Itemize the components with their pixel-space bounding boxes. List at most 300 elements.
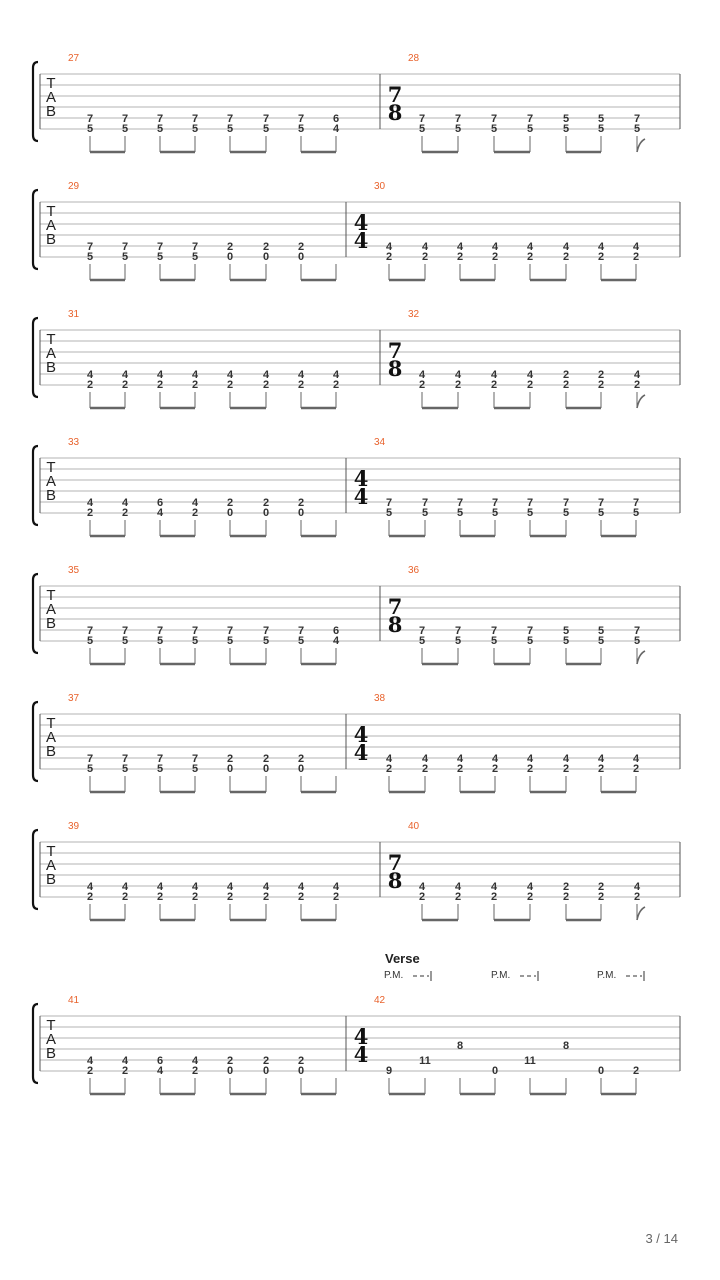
note-flag <box>637 139 645 152</box>
fret-number: 6 <box>332 625 340 637</box>
tab-clef-letter: A <box>45 857 57 874</box>
tab-clef-letter: B <box>45 231 57 248</box>
fret-number: 5 <box>86 635 94 647</box>
tab-clef-letter: A <box>45 473 57 490</box>
fret-number: 2 <box>385 251 393 263</box>
fret-number: 4 <box>156 1065 164 1077</box>
fret-number: 5 <box>562 113 570 125</box>
fret-number: 5 <box>156 763 164 775</box>
fret-number: 4 <box>262 881 270 893</box>
fret-number: 2 <box>191 891 199 903</box>
fret-number: 4 <box>597 753 605 765</box>
fret-number: 2 <box>418 379 426 391</box>
time-signature-top: 7 <box>387 338 403 363</box>
fret-number: 7 <box>86 113 94 125</box>
fret-number: 4 <box>562 753 570 765</box>
fret-number: 2 <box>454 379 462 391</box>
tab-system <box>33 693 680 792</box>
system-bracket <box>33 190 38 269</box>
fret-number: 4 <box>332 881 340 893</box>
fret-number: 2 <box>297 891 305 903</box>
fret-number: 0 <box>226 763 234 775</box>
fret-number: 7 <box>121 625 129 637</box>
fret-number: 4 <box>297 881 305 893</box>
fret-number: 2 <box>297 379 305 391</box>
time-signature-bottom: 8 <box>387 100 403 125</box>
fret-number: 5 <box>490 123 498 135</box>
fret-number: 2 <box>491 763 499 775</box>
fret-number: 2 <box>86 891 94 903</box>
fret-number: 2 <box>562 369 570 381</box>
fret-number: 2 <box>385 763 393 775</box>
fret-number: 7 <box>562 497 570 509</box>
fret-number: 7 <box>421 497 429 509</box>
fret-number: 7 <box>632 497 640 509</box>
fret-number: 11 <box>524 1055 536 1067</box>
fret-number: 2 <box>491 251 499 263</box>
fret-number: 7 <box>191 753 199 765</box>
fret-number: 5 <box>597 635 605 647</box>
time-signature-bottom: 8 <box>387 356 403 381</box>
tab-clef-letter: A <box>45 729 57 746</box>
fret-number: 4 <box>490 369 498 381</box>
fret-number: 4 <box>86 497 94 509</box>
fret-number: 4 <box>86 369 94 381</box>
fret-number: 4 <box>156 369 164 381</box>
fret-number: 5 <box>191 635 199 647</box>
note-flag <box>637 907 645 920</box>
fret-number: 7 <box>121 241 129 253</box>
fret-number: 2 <box>262 753 270 765</box>
fret-number: 5 <box>418 123 426 135</box>
tab-clef-letter: T <box>46 459 56 476</box>
fret-number: 5 <box>297 635 305 647</box>
fret-number: 4 <box>456 241 464 253</box>
fret-number: 2 <box>332 891 340 903</box>
fret-number: 2 <box>633 379 641 391</box>
fret-number: 4 <box>121 497 129 509</box>
measure-number: 33 <box>68 437 80 448</box>
fret-number: 0 <box>262 251 270 263</box>
fret-number: 2 <box>191 507 199 519</box>
fret-number: 5 <box>597 625 605 637</box>
fret-number: 4 <box>86 1055 94 1067</box>
fret-number: 2 <box>262 497 270 509</box>
measure-number: 40 <box>408 821 420 832</box>
time-signature-top: 4 <box>353 722 369 747</box>
fret-number: 2 <box>156 891 164 903</box>
fret-number: 2 <box>597 891 605 903</box>
fret-number: 5 <box>421 507 429 519</box>
fret-number: 2 <box>226 1055 234 1067</box>
tab-clef-letter: T <box>46 1017 56 1034</box>
fret-number: 0 <box>262 507 270 519</box>
fret-number: 7 <box>86 625 94 637</box>
fret-number: 2 <box>226 379 234 391</box>
fret-number: 7 <box>191 625 199 637</box>
tab-system <box>33 565 680 664</box>
fret-number: 2 <box>526 379 534 391</box>
fret-number: 7 <box>86 753 94 765</box>
fret-number: 6 <box>156 1055 164 1067</box>
fret-number: 4 <box>191 369 199 381</box>
measure-number: 27 <box>68 53 80 64</box>
measure-number: 29 <box>68 181 80 192</box>
fret-number: 4 <box>633 369 641 381</box>
system-bracket <box>33 318 38 397</box>
measure-number: 28 <box>408 53 420 64</box>
fret-number: 2 <box>421 251 429 263</box>
fret-number: 2 <box>562 891 570 903</box>
fret-number: 4 <box>332 369 340 381</box>
fret-number: 5 <box>491 507 499 519</box>
tab-system <box>33 181 680 280</box>
fret-number: 2 <box>121 379 129 391</box>
fret-number: 7 <box>86 241 94 253</box>
fret-number: 0 <box>262 1065 270 1077</box>
fret-number: 2 <box>562 881 570 893</box>
fret-number: 2 <box>597 251 605 263</box>
measure-number: 37 <box>68 693 80 704</box>
fret-number: 2 <box>226 497 234 509</box>
fret-number: 7 <box>262 625 270 637</box>
fret-number: 5 <box>86 763 94 775</box>
fret-number: 7 <box>491 497 499 509</box>
fret-number: 2 <box>86 379 94 391</box>
fret-number: 7 <box>456 497 464 509</box>
tab-system <box>33 437 680 536</box>
fret-number: 2 <box>632 1065 640 1077</box>
fret-number: 0 <box>262 763 270 775</box>
system-bracket <box>33 1004 38 1083</box>
fret-number: 7 <box>633 625 641 637</box>
time-signature-bottom: 4 <box>353 484 369 509</box>
time-signature-top: 7 <box>387 82 403 107</box>
tab-clef-letter: B <box>45 359 57 376</box>
system-bracket <box>33 702 38 781</box>
fret-number: 0 <box>297 1065 305 1077</box>
fret-number: 5 <box>121 251 129 263</box>
tab-clef-letter: T <box>46 75 56 92</box>
fret-number: 2 <box>226 241 234 253</box>
fret-number: 2 <box>526 251 534 263</box>
fret-number: 5 <box>562 507 570 519</box>
fret-number: 2 <box>562 379 570 391</box>
fret-number: 2 <box>633 891 641 903</box>
fret-number: 5 <box>562 625 570 637</box>
fret-number: 4 <box>418 881 426 893</box>
tab-clef-letter: B <box>45 615 57 632</box>
palm-mute-label: P.M. <box>491 970 511 981</box>
fret-number: 4 <box>297 369 305 381</box>
fret-number: 7 <box>121 113 129 125</box>
fret-number: 7 <box>226 625 234 637</box>
time-signature-top: 4 <box>353 210 369 235</box>
fret-number: 7 <box>156 625 164 637</box>
fret-number: 6 <box>332 113 340 125</box>
fret-number: 2 <box>526 763 534 775</box>
fret-number: 5 <box>156 123 164 135</box>
tab-system <box>33 995 680 1094</box>
time-signature-bottom: 4 <box>353 740 369 765</box>
fret-number: 5 <box>597 507 605 519</box>
fret-number: 0 <box>226 1065 234 1077</box>
tab-clef-letter: A <box>45 1031 57 1048</box>
fret-number: 2 <box>597 369 605 381</box>
fret-number: 7 <box>418 625 426 637</box>
fret-number: 4 <box>262 369 270 381</box>
fret-number: 2 <box>562 251 570 263</box>
time-signature-top: 4 <box>353 1024 369 1049</box>
fret-number: 4 <box>562 241 570 253</box>
fret-number: 2 <box>632 763 640 775</box>
measure-number: 34 <box>374 437 386 448</box>
fret-number: 5 <box>562 123 570 135</box>
fret-number: 7 <box>156 241 164 253</box>
fret-number: 4 <box>490 881 498 893</box>
fret-number: 9 <box>385 1065 393 1077</box>
fret-number: 2 <box>421 763 429 775</box>
fret-number: 2 <box>297 1055 305 1067</box>
fret-number: 4 <box>226 881 234 893</box>
fret-number: 2 <box>454 891 462 903</box>
tab-clef-letter: B <box>45 1045 57 1062</box>
fret-number: 7 <box>526 497 534 509</box>
measure-number: 42 <box>374 995 386 1006</box>
tab-system <box>33 821 680 920</box>
fret-number: 4 <box>454 881 462 893</box>
fret-number: 7 <box>526 113 534 125</box>
fret-number: 2 <box>456 251 464 263</box>
fret-number: 5 <box>385 507 393 519</box>
fret-number: 4 <box>456 753 464 765</box>
tab-clef-letter: A <box>45 601 57 618</box>
fret-number: 2 <box>490 891 498 903</box>
fret-number: 4 <box>121 1055 129 1067</box>
tab-clef-letter: B <box>45 743 57 760</box>
fret-number: 5 <box>562 635 570 647</box>
fret-number: 7 <box>191 113 199 125</box>
measure-number: 30 <box>374 181 386 192</box>
fret-number: 2 <box>226 753 234 765</box>
fret-number: 4 <box>632 241 640 253</box>
fret-number: 4 <box>526 753 534 765</box>
tab-clef-letter: A <box>45 89 57 106</box>
time-signature-bottom: 8 <box>387 612 403 637</box>
fret-number: 5 <box>121 763 129 775</box>
fret-number: 0 <box>297 251 305 263</box>
fret-number: 0 <box>597 1065 605 1077</box>
fret-number: 2 <box>526 891 534 903</box>
page-number: 3 / 14 <box>645 1231 678 1246</box>
fret-number: 4 <box>526 881 534 893</box>
fret-number: 4 <box>526 241 534 253</box>
fret-number: 5 <box>633 123 641 135</box>
fret-number: 5 <box>526 635 534 647</box>
fret-number: 5 <box>490 635 498 647</box>
fret-number: 5 <box>526 123 534 135</box>
section-label: Verse <box>385 951 420 966</box>
fret-number: 5 <box>633 635 641 647</box>
fret-number: 4 <box>191 1055 199 1067</box>
time-signature-top: 7 <box>387 594 403 619</box>
fret-number: 4 <box>156 881 164 893</box>
fret-number: 5 <box>86 251 94 263</box>
fret-number: 7 <box>191 241 199 253</box>
fret-number: 7 <box>297 113 305 125</box>
fret-number: 7 <box>226 113 234 125</box>
fret-number: 5 <box>454 635 462 647</box>
fret-number: 5 <box>191 123 199 135</box>
palm-mute-label: P.M. <box>384 970 404 981</box>
fret-number: 5 <box>526 507 534 519</box>
fret-number: 7 <box>418 113 426 125</box>
tab-clef-letter: T <box>46 587 56 604</box>
fret-number: 11 <box>419 1055 431 1067</box>
fret-number: 4 <box>454 369 462 381</box>
fret-number: 5 <box>632 507 640 519</box>
tab-clef-letter: T <box>46 203 56 220</box>
time-signature-top: 4 <box>353 466 369 491</box>
fret-number: 5 <box>86 123 94 135</box>
fret-number: 7 <box>454 625 462 637</box>
system-bracket <box>33 830 38 909</box>
fret-number: 7 <box>490 625 498 637</box>
fret-number: 7 <box>490 113 498 125</box>
fret-number: 4 <box>121 881 129 893</box>
fret-number: 5 <box>156 635 164 647</box>
measure-number: 39 <box>68 821 80 832</box>
fret-number: 2 <box>121 891 129 903</box>
tab-system <box>33 53 680 152</box>
fret-number: 2 <box>297 753 305 765</box>
fret-number: 2 <box>332 379 340 391</box>
fret-number: 0 <box>226 507 234 519</box>
fret-number: 7 <box>385 497 393 509</box>
fret-number: 2 <box>597 379 605 391</box>
measure-number: 32 <box>408 309 420 320</box>
fret-number: 5 <box>597 123 605 135</box>
fret-number: 2 <box>262 1055 270 1067</box>
fret-number: 6 <box>156 497 164 509</box>
fret-number: 4 <box>385 753 393 765</box>
fret-number: 4 <box>633 881 641 893</box>
fret-number: 2 <box>86 1065 94 1077</box>
fret-number: 7 <box>633 113 641 125</box>
tab-clef-letter: B <box>45 103 57 120</box>
fret-number: 0 <box>297 507 305 519</box>
fret-number: 5 <box>121 635 129 647</box>
fret-number: 4 <box>156 507 164 519</box>
tab-clef-letter: T <box>46 331 56 348</box>
time-signature-bottom: 8 <box>387 868 403 893</box>
fret-number: 2 <box>191 379 199 391</box>
fret-number: 4 <box>86 881 94 893</box>
fret-number: 4 <box>385 241 393 253</box>
measure-number: 41 <box>68 995 80 1006</box>
fret-number: 2 <box>262 241 270 253</box>
fret-number: 4 <box>332 123 340 135</box>
system-bracket <box>33 446 38 525</box>
fret-number: 4 <box>121 369 129 381</box>
fret-number: 2 <box>418 891 426 903</box>
fret-number: 2 <box>86 507 94 519</box>
note-flag <box>637 651 645 664</box>
fret-number: 4 <box>421 753 429 765</box>
fret-number: 4 <box>632 753 640 765</box>
fret-number: 5 <box>297 123 305 135</box>
fret-number: 2 <box>226 891 234 903</box>
fret-number: 2 <box>156 379 164 391</box>
fret-number: 0 <box>226 251 234 263</box>
fret-number: 5 <box>156 251 164 263</box>
time-signature-top: 7 <box>387 850 403 875</box>
tab-clef-letter: B <box>45 487 57 504</box>
tab-clef-letter: B <box>45 871 57 888</box>
fret-number: 4 <box>191 881 199 893</box>
fret-number: 5 <box>262 635 270 647</box>
fret-number: 2 <box>597 881 605 893</box>
fret-number: 0 <box>297 763 305 775</box>
tab-clef-letter: T <box>46 843 56 860</box>
fret-number: 2 <box>456 763 464 775</box>
fret-number: 7 <box>454 113 462 125</box>
fret-number: 2 <box>632 251 640 263</box>
tab-system <box>33 309 680 408</box>
fret-number: 2 <box>121 507 129 519</box>
fret-number: 4 <box>226 369 234 381</box>
fret-number: 5 <box>262 123 270 135</box>
system-bracket <box>33 574 38 653</box>
tab-clef-letter: T <box>46 715 56 732</box>
fret-number: 7 <box>297 625 305 637</box>
measure-number: 31 <box>68 309 80 320</box>
fret-number: 5 <box>418 635 426 647</box>
measure-number: 35 <box>68 565 80 576</box>
fret-number: 8 <box>562 1040 570 1052</box>
fret-number: 2 <box>191 1065 199 1077</box>
fret-number: 2 <box>297 497 305 509</box>
fret-number: 5 <box>191 763 199 775</box>
fret-number: 0 <box>491 1065 499 1077</box>
fret-number: 7 <box>597 497 605 509</box>
fret-number: 2 <box>262 379 270 391</box>
fret-number: 4 <box>597 241 605 253</box>
tab-clef-letter: A <box>45 217 57 234</box>
measure-number: 38 <box>374 693 386 704</box>
time-signature-bottom: 4 <box>353 228 369 253</box>
measure-number: 36 <box>408 565 420 576</box>
fret-number: 8 <box>456 1040 464 1052</box>
fret-number: 5 <box>454 123 462 135</box>
fret-number: 5 <box>121 123 129 135</box>
fret-number: 4 <box>491 753 499 765</box>
fret-number: 2 <box>597 763 605 775</box>
fret-number: 2 <box>262 891 270 903</box>
time-signature-bottom: 4 <box>353 1042 369 1067</box>
fret-number: 4 <box>526 369 534 381</box>
fret-number: 2 <box>297 241 305 253</box>
fret-number: 2 <box>490 379 498 391</box>
note-flag <box>637 395 645 408</box>
fret-number: 4 <box>421 241 429 253</box>
fret-number: 2 <box>121 1065 129 1077</box>
fret-number: 5 <box>191 251 199 263</box>
fret-number: 7 <box>156 753 164 765</box>
fret-number: 2 <box>562 763 570 775</box>
fret-number: 7 <box>121 753 129 765</box>
fret-number: 5 <box>456 507 464 519</box>
